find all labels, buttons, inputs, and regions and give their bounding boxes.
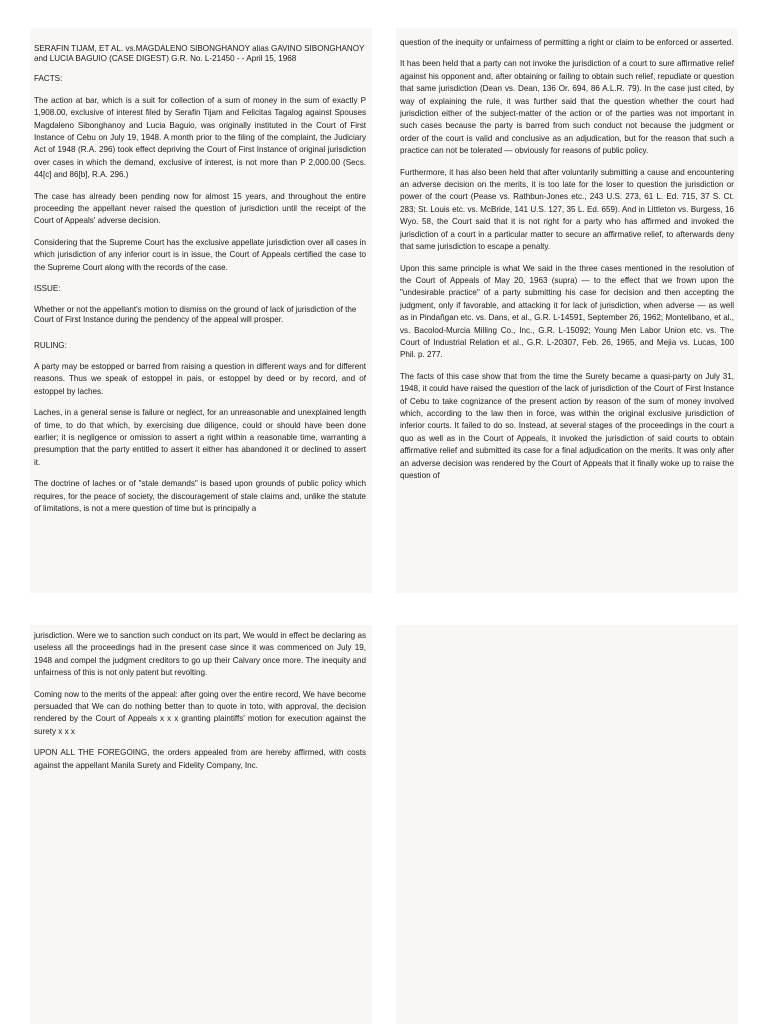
page-4-lower-right-blank [396, 625, 738, 1024]
right-paragraph-1: question of the inequity or unfairness of permitting a right or claim to be enforced or asserted. [400, 38, 734, 47]
facts-paragraph-1: The action at bar, which is a suit for collection of a sum of money in the sum of exactly P 1,908.00, exclusive of interest filed by Serafin Tijam and Felicitas Tagalog against Spouses Magdaleno Sibonghanoy and Lucia Baguio, was originally instituted in the Court of First Instance of Cebu on July 19, 1948. A month prior to the filing of the complaint, the Judiciary Act of 1948 (R.A. 296) took effect depriving the Court of First Instance of original jurisdiction over cases in which the demand, exclusive of interest, is not more than P 2,000.00 (Secs. 44[c] and 86[b], R.A. 296.) [34, 95, 366, 180]
bottom-paragraph-2: Coming now to the merits of the appeal: after going over the entire record, We have become persuaded that We can do nothing better than to quote in toto, with approval, the decision rendered by the Court of Appeals x x x granting plaintiffs' motion for execution against the surety x x x [34, 689, 366, 736]
bottom-left-column [34, 630, 366, 781]
ruling-paragraph-2: Laches, in a general sense is failure or neglect, for an unreasonable and unexplained length of time, to do that which, by exercising due diligence, could or should have been done earlier; it is negligence or omission to assert a right within a reasonable time, warranting a presumption that the party entitled to assert it either has abandoned it or declined to assert it. [34, 408, 366, 467]
issue-paragraph: Whether or not the appellant's motion to dismiss on the ground of lack of jurisdiction of the Court of First Instance during the pendency of the appeal will prosper. [34, 304, 357, 324]
right-paragraph-5: The facts of this case show that from the time the Surety became a quasi-party on July 31, 1948, it could have raised the question of the lack of jurisdiction of the Court of First Instance of Cebu to take cognizance of the present action by reason of the sum of money involved which, according to the law then in force, was within the original exclusive jurisdiction of inferior courts. It failed to do so. Instead, at several stages of the proceedings in the court a quo as well as in the Court of Appeals, it invoked the jurisdiction of said courts to obtain affirmative relief and submitted its case for a final adjudication on the merits. It was only after an adverse decision was rendered by the Court of Appeals that it finally woke up to raise the question of [400, 371, 734, 480]
facts-heading: FACTS: [34, 74, 63, 84]
right-paragraph-2: It has been held that a party can not invoke the jurisdiction of a court to sure affirmative relief against his opponent and, after obtaining or failing to obtain such relief, repudiate or question that same jurisdiction (Dean vs. Dean, 136 Or. 694, 86 A.L.R. 79). In the case just cited, by way of explaining the rule, it was further said that the question whether the court had jurisdiction either of the subject-matter of the action or of the parties was not important in such cases because the party is barred from such conduct not because the judgment or order of the court is valid and conclusive as an adjudication, but for the reason that such a practice can not be tolerated — obviously for reasons of public policy. [400, 59, 734, 156]
facts-paragraph-3: Considering that the Supreme Court has the exclusive appellate jurisdiction over all cases in which jurisdiction of any inferior court is in issue, the Court of Appeals certified the case to the Supreme Court along with the records of the case. [34, 237, 366, 272]
ruling-paragraph-1: A party may be estopped or barred from raising a question in different ways and for different reasons. Thus we speak of estoppel in pais, or estoppel by deed or by record, and of estoppel by laches. [34, 361, 366, 396]
ruling-paragraph-3: The doctrine of laches or of "stale demands" is based upon grounds of public policy which requires, for the peace of society, the discouragement of stale claims and, unlike the statute of limitations, is not a mere question of time but is principally a [34, 479, 366, 513]
right-paragraph-3: Furthermore, it has also been held that after voluntarily submitting a cause and encountering an adverse decision on the merits, it is too late for the loser to question the jurisdiction or power of the court (Pease vs. Rathbun-Jones etc., 243 U.S. 273, 61 L. Ed. 715, 37 S. Ct. 283; St. Louis etc. vs. McBride, 141 U.S. 127, 35 L. Ed. 659). And in Littleton vs. Burgess, 16 Wyo. 58, the Court said that it is not right for a party who has affirmed and invoked the jurisdiction of a court in a particular matter to secure an affirmative relief, to afterwards deny that same jurisdiction to escape a penalty. [400, 167, 734, 252]
bottom-paragraph-3: UPON ALL THE FOREGOING, the orders appealed from are hereby affirmed, with costs against the appellant Manila Surety and Fidelity Company, Inc. [34, 748, 366, 770]
bottom-paragraph-1: jurisdiction. Were we to sanction such conduct on its part, We would in effect be declaring as useless all the proceedings had in the present case since it was commenced on July 19, 1948 and compel the judgment creditors to go up their Calvary once more. The inequity and unfairness of this is not only patent but revolting. [34, 631, 366, 678]
issue-heading: ISSUE: [34, 284, 61, 294]
facts-paragraph-2: The case has already been pending now for almost 15 years, and throughout the entire proceeding the appellant never raised the question of jurisdiction until the receipt of the Court of Appeals' adverse decision. [34, 191, 366, 226]
case-title: SERAFIN TIJAM, ET AL. vs.MAGDALENO SIBONGHANOY alias GAVINO SIBONGHANOY and LUCIA BAGUIO (CASE DIGEST) G.R. No. L-21450 - - April 15, 1968 [34, 44, 365, 64]
left-column [34, 44, 366, 524]
right-paragraph-4: Upon this same principle is what We said in the three cases mentioned in the resolution of the Court of Appeals of May 20, 1963 (supra) — to the effect that we frown upon the "undesirable practice" of a party submitting his case for decision and then accepting the judgment, only if favorable, and attacking it for lack of jurisdiction, when adverse — as well as in Pindañgan etc. vs. Dans, et al., G.R. L-14591, September 26, 1962; Montelibano, et al., vs. Bacolod-Murcia Milling Co., Inc., G.R. L-15092; Young Men Labor Union etc. vs. The Court of Industrial Relation et al., G.R. L-20307, Feb. 26, 1965, and Mejia vs. Lucas, 100 Phil. p. 277. [400, 263, 734, 360]
right-column [400, 37, 734, 491]
ruling-heading: RULING: [34, 340, 67, 350]
